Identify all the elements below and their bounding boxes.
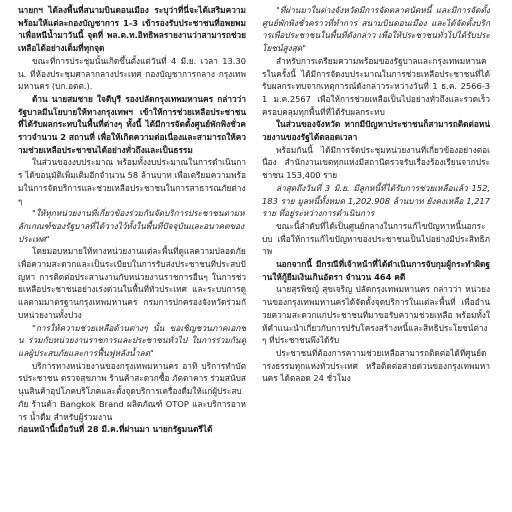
paragraph: ล่าสุดถึงวันที่ 3 มิ.ย. มีลูกหนี้ที่ได้รับการช่วยเหลือแล้ว 152,183 ราย มูลหนี้ทั้งหมด 1,202.908 ล้านบาท ยังคงเหลือ 1,217 ราย ที่อยู่ระหว่างการดำเนินการ [262, 182, 490, 219]
paragraph: ขณะนี้ลำดับที่ได้เป็นศูนย์กลางในการแก้ไขปัญหาหนี้นอกระบบ เพื่อให้การแก้ไขปัญหาของประชาชนเป็นไปอย่างมีประสิทธิภาพ [262, 220, 490, 257]
left-column [18, 4, 246, 510]
paragraph: นายสุรพิชญ์ สุขเจริญ ปลัดกรุงเทพมหานคร กล่าวว่า หน่วยงานของกรุงเทพมหานครได้จัดตั้งจุดบริการในแต่ละพื้นที่ เพื่ออำนวยความสะดวกแก่ประชาชนที่มาขอรับความช่วยเหลือ พร้อมทั้งให้คำแนะนำเกี่ยวกับการปรับโครงสร้างหนี้และสิทธิประโยชน์ต่างๆ ที่ประชาชนพึงได้รับ [262, 284, 490, 346]
paragraph: ในส่วนของงบประมาณ พร้อมทั้งงบประมาณในการดำเนินการ ได้ขอนุมัติเพิ่มเติมอีกจำนวน 58 ล้านบาท เพื่อเตรียมความพร้อมในการจัดบริการและช่วยเหลือประชาชนในการสาธารณภัยต่างๆ [18, 157, 246, 206]
paragraph: ขณะที่การประชุมนั้นเกิดขึ้นตั้งแต่วันที่ 4 มี.ย. เวลา 13.30 น. ที่ห้องประชุมศาลากลางประเทศ กองบัญชาการกลาง กรุงเทพมหานคร (บก.อตต.). [18, 55, 246, 92]
paragraph: "การให้ความช่วยเหลือด้านต่างๆ นั้น ขอเชิญชวนภาคเอกชน ร่วมกับหน่วยงานราชการและประชาชนทั่วไป ในการร่วมกันดูแลผู้ประสบภัยและการฟื้นฟูหลังน้ำลด" [18, 322, 246, 358]
paragraph: นอกจากนี้ มีกรณีที่เจ้าหน้าที่ได้ดำเนินการจับกุมผู้กระทำผิดฐานให้กู้ยืมเงินเกินอัตรา จำนวน 464 คดี [262, 259, 490, 282]
paragraph: ก่อนหน้านี้เมื่อวันที่ 28 มี.ค.ที่ผ่านมา นายกรัฐมนตรีได้ [18, 424, 213, 435]
paragraph: ด้าน นายสมชาย ใจดีบุรี รองปลัดกรุงเทพมหานคร กล่าวว่า รัฐบาลมีนโยบายให้ทางกรุงเทพฯ เข้าให้การช่วยเหลือประชาชนที่ได้รับผลกระทบในพื้นที่ต่างๆ ทั้งนี้ ได้มีการจัดตั้งศูนย์พักพิงชั่วคราวจำนวน 2 สถานที่ เพื่อให้เกิดความต่อเนื่องและสามารถให้ความช่วยเหลือประชาชนได้อย่างทั่วถึงและเป็นธรรม [18, 93, 246, 155]
paragraph: พร้อมกันนี้ ได้มีการจัดประชุมหน่วยงานที่เกี่ยวข้องอย่างต่อเนื่อง สำนักงานเขตทุกแห่งมีสถานีตรวจรับเรื่องร้องเรียนจากประชาชน 153,400 ราย [262, 144, 490, 181]
paragraph: "ที่ผ่านมาในต่างจังหวัดมีการจัดตลาดนัดหนี้ และมีการจัดตั้งศูนย์พักพิงชั่วคราวที่ทำการ สนามบินดอนเมือง และได้จัดตั้งบริการเพื่อประชาชนในพื้นที่ดังกล่าว เพื่อให้ประชาชนทั่วไปได้รับประโยชน์สูงสุด" [262, 5, 490, 54]
right-column [262, 4, 490, 510]
paragraph: โดยมอบหมายให้ทางหน่วยงานแต่ละพื้นที่ดูแลความปลอดภัย เพื่อความสะดวกและเป็นระเบียบในการรับส่งประชาชนที่ประสบปัญหา การติดต่อประสานงานกับหน่วยงานราชการอื่นๆ ในการช่วยเหลือประชาชนอย่างเร่งด่วนในพื้นที่ทั่วประเทศ และระบบการดูแลตามมาตรฐานกรุงเทพมหานคร กรมการปกครองจังหวัดร่วมกับหน่วยงานทั้งปวง [18, 246, 246, 320]
paragraph: นายกฯ ได้ลงพื้นที่สนามบินดอนเมือง ระบุว่าที่นี่จะได้เสริมความพร้อมให้แต่ละกองบัญชาการ 1-3 เข้ารองรับประชาชนที่อพยพมาเพื่อหนีน้ำมาวันนี้ จุดที่ พล.ต.ท.อิทธิพลรายงานว่าสามารถช่วยเหลือได้อย่างเต็มที่ทุกจุด [18, 5, 246, 54]
paragraph: ประชาชนที่ต้องการความช่วยเหลือสามารถติดต่อได้ที่ศูนย์ดำรงธรรมทุกแห่งทั่วประเทศ หรือติดต่อสายด่วนของกรุงเทพมหานคร ได้ตลอด 24 ชั่วโมง [262, 347, 490, 384]
paragraph: บริการทางหน่วยงานของกรุงเทพมหานคร อาทิ บริการทำบัตรประชาชน ตรวจสุขภาพ ร้านค้าสะดวกซื้อ ภัตตาคาร ร่วมสนับสนุนสินค้าอุปโภคบริโภคและตั้งจุดบริการเครื่องดื่มให้แก่ผู้ประสบภัย ร้านค้า Bangkok Brand ผลิตภัณฑ์ OTOP และบริการอาหาร น้ำดื่ม สำหรับผู้ร่วมงาน [18, 360, 246, 422]
paragraph: "ให้ทุกหน่วยงานที่เกี่ยวข้องร่วมกันจัดบริการประชาชนตามหลักเกณฑ์ของรัฐบาลที่ได้วางไว้ทั้งในพื้นที่ปัจจุบันและอนาคตของประเทศ" [18, 208, 245, 244]
paragraph: สำหรับการเตรียมความพร้อมของรัฐบาลและกรุงเทพมหานครในครั้งนี้ ได้มีการจัดงบประมาณในการช่วยเหลือประชาชนที่ได้รับผลกระทบจากเหตุการณ์ดังกล่าวระหว่างวันที่ 1 ธ.ค. 2566-31 ม.ค.2567 เพื่อให้การช่วยเหลือเป็นไปอย่างทั่วถึงและรวดเร็ว ครอบคลุมทุกพื้นที่ที่ได้รับผลกระทบ [262, 55, 490, 117]
paragraph: ในส่วนของจังหวัด หากมีปัญหาประชาชนก็สามารถติดต่อหน่วยงานของรัฐได้ตลอดเวลา [262, 119, 490, 143]
